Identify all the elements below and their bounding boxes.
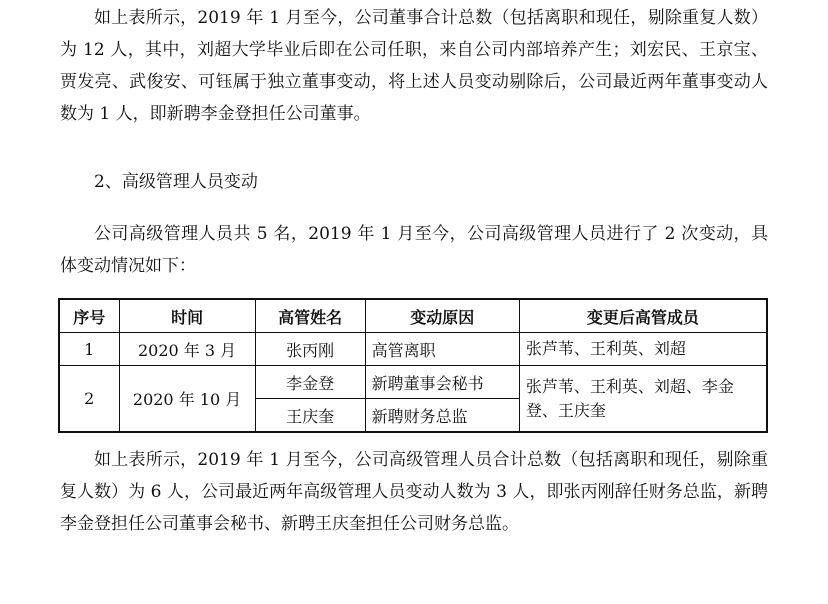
header-members: 变更后高管成员: [519, 299, 767, 333]
header-name: 高管姓名: [255, 299, 365, 333]
cell-name: 王庆奎: [255, 399, 365, 433]
cell-time: 2020 年 3 月: [119, 333, 255, 366]
table-header-row: [59, 299, 767, 333]
header-reason: 变动原因: [365, 299, 519, 333]
cell-reason: 高管离职: [365, 333, 519, 366]
cell-name: 张丙刚: [255, 333, 365, 366]
cell-name: 李金登: [255, 366, 365, 399]
cell-members: 张芦苇、王利英、刘超: [519, 333, 767, 366]
header-time: 时间: [119, 299, 255, 333]
table-row: [59, 366, 767, 399]
cell-members: 张芦苇、王利英、刘超、李金登、王庆奎: [519, 366, 767, 433]
cell-seq: 1: [59, 333, 119, 366]
paragraph-management-summary: 如上表所示，2019 年 1 月至今，公司高级管理人员合计总数（包括离职和现任，剔除重复人数）为 6 人，公司最近两年高级管理人员变动人数为 3 人，即张丙刚辞任财务总监，新聘李金登担任公司董事会秘书、新聘王庆奎担任公司财务总监。: [60, 450, 768, 534]
paragraph-management-intro: 公司高级管理人员共 5 名，2019 年 1 月至今，公司高级管理人员进行了 2 次变动，具体变动情况如下：: [60, 224, 768, 276]
cell-seq: 2: [59, 366, 119, 433]
cell-time: 2020 年 10 月: [119, 366, 255, 433]
paragraph-directors-summary: 如上表所示，2019 年 1 月至今，公司董事合计总数（包括离职和现任，剔除重复人数）为 12 人，其中，刘超大学毕业后即在公司任职，来自公司内部培养产生；刘宏民、王京宝、贾发亮、武俊安、可钰属于独立董事变动，将上述人员变动剔除后，公司最近两年董事变动人数为 1 人，即新聘李金登担任公司董事。: [60, 8, 768, 124]
cell-reason: 新聘董事会秘书: [365, 366, 519, 399]
table-row: [59, 333, 767, 366]
management-change-table: [58, 298, 768, 433]
header-seq: 序号: [59, 299, 119, 333]
cell-reason: 新聘财务总监: [365, 399, 519, 433]
section-heading-senior-management: 2、高级管理人员变动: [94, 172, 258, 192]
